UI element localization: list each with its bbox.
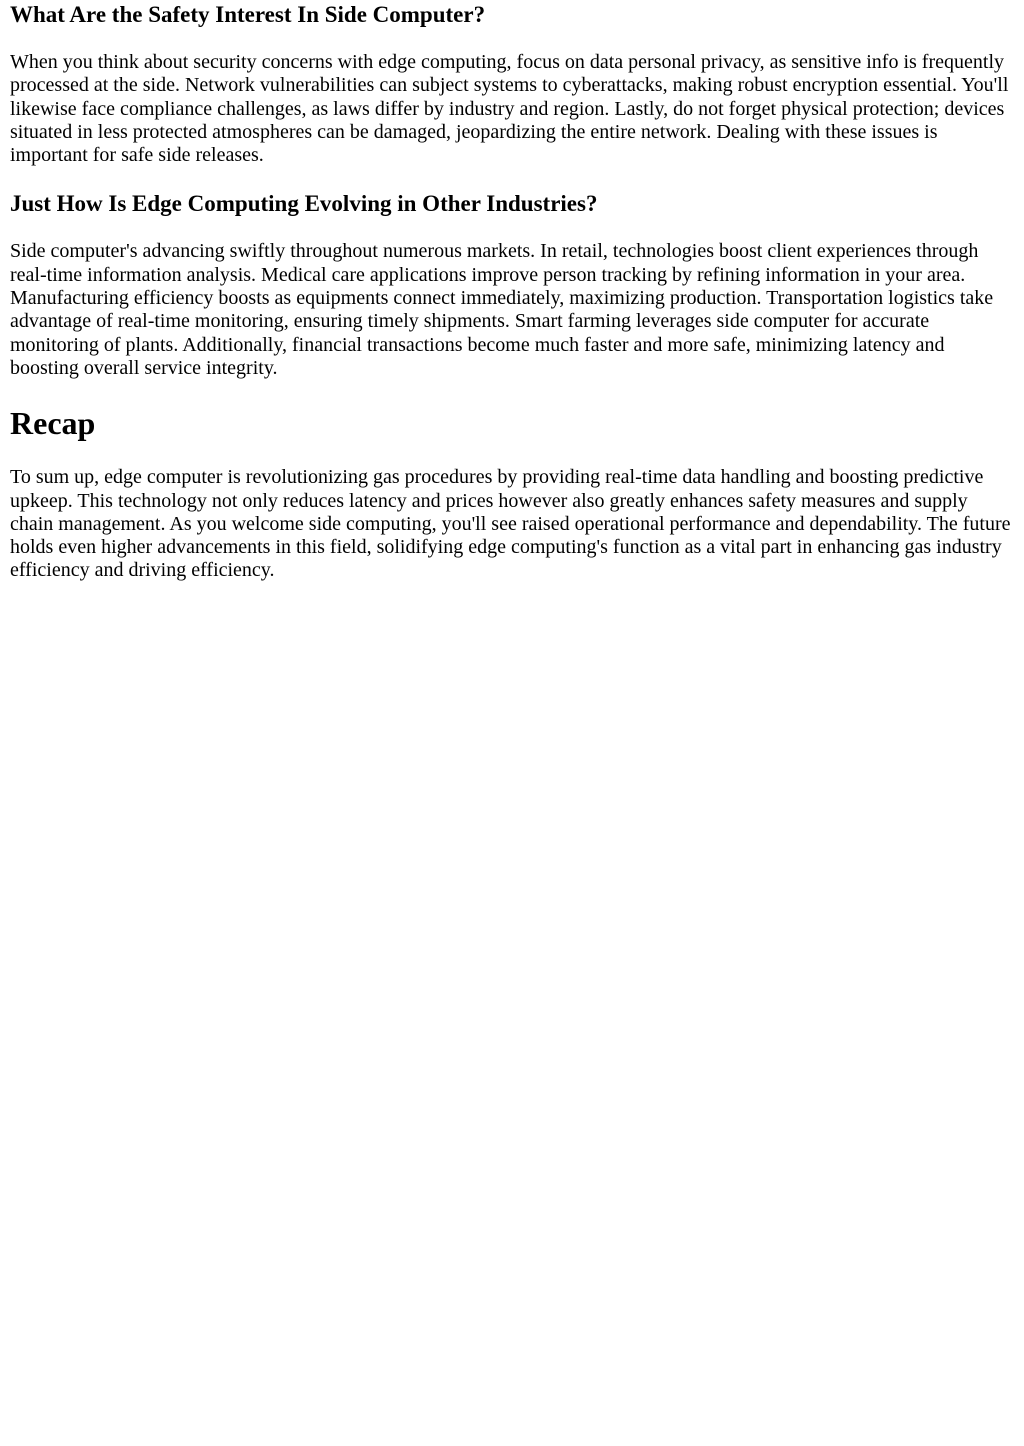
section-heading-safety: What Are the Safety Interest In Side Computer?	[10, 2, 486, 27]
section-heading-industries: Just How Is Edge Computing Evolving in Other Industries?	[10, 191, 598, 217]
article-content	[0, 1, 1024, 583]
section-body-recap: To sum up, edge computer is revolutionizing gas procedures by providing real-time data handling and boosting predictive upkeep. This technology not only reduces latency and prices however also greatly enhances safety measures and supply chain management. As you welcome side computing, you'll see raised operational performance and dependability. The future holds even higher advancements in this field, solidifying edge computing's function as a vital part in enhancing gas industry efficiency and driving efficiency.	[10, 466, 1011, 582]
section-body-industries: Side computer's advancing swiftly throughout numerous markets. In retail, technologies boost client experiences through real-time information analysis. Medical care applications improve person tracking by refining information in your area. Manufacturing efficiency boosts as equipments connect immediately, maximizing production. Transportation logistics take advantage of real-time monitoring, ensuring timely shipments. Smart farming leverages side computer for accurate monitoring of plants. Additionally, financial transactions become much faster and more safe, minimizing latency and boosting overall service integrity.	[10, 240, 994, 379]
section-heading-recap: Recap	[10, 405, 96, 442]
section-body-safety: When you think about security concerns with edge computing, focus on data personal privacy, as sensitive info is frequently processed at the side. Network vulnerabilities can subject systems to cyberattacks, making robust encryption essential. You'll likewise face compliance challenges, as laws differ by industry and region. Lastly, do not forget physical protection; devices situated in less protected atmospheres can be damaged, jeopardizing the entire network. Dealing with these issues is important for safe side releases.	[10, 51, 1009, 167]
